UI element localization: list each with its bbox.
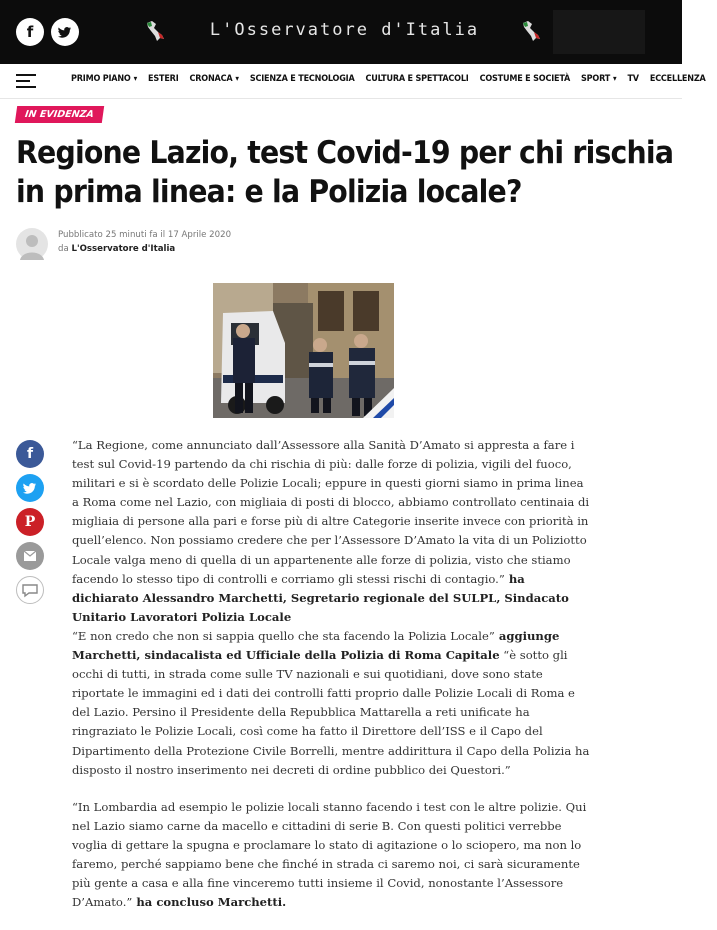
chevron-down-icon[interactable]: ▾ — [235, 74, 239, 83]
nav-item[interactable]: CRONACA — [189, 74, 233, 84]
user-icon — [16, 228, 48, 260]
paragraph-text: “E non credo che non si sappia quello che sta facendo la Polizia Locale” — [72, 628, 495, 643]
site-title: L'Osservatore d'Italia — [209, 20, 480, 40]
author-avatar[interactable] — [16, 228, 48, 260]
italy-map-icon — [142, 18, 168, 44]
nav-item[interactable]: ECCELLENZA — [649, 74, 706, 84]
nav-item[interactable]: COSTUME E SOCIETÀ — [479, 74, 571, 84]
category-badge[interactable]: IN EVIDENZA — [15, 106, 104, 123]
nav-menu — [71, 74, 717, 84]
article-paragraph — [72, 798, 590, 913]
twitter-icon[interactable] — [51, 18, 79, 46]
header-ad-slot — [553, 10, 645, 54]
italy-map-icon — [518, 18, 544, 44]
featured-image[interactable] — [213, 283, 394, 418]
article-body — [72, 436, 590, 930]
author-prefix: da — [58, 244, 69, 254]
email-icon — [16, 542, 44, 570]
comments-button[interactable] — [16, 576, 44, 604]
twitter-icon — [16, 474, 44, 502]
pinterest-icon: P — [24, 514, 36, 530]
share-pinterest-button[interactable] — [16, 508, 44, 536]
article-paragraph — [72, 436, 590, 780]
top-bar — [0, 0, 682, 64]
nav-item[interactable]: SPORT — [581, 74, 611, 84]
author-link[interactable]: L'Osservatore d'Italia — [71, 244, 176, 254]
paragraph-bold-text: aggiunge Marchetti, sindacalista ed Ufficiale della Polizia di Roma Capitale — [72, 628, 560, 663]
share-facebook-button[interactable] — [16, 440, 44, 468]
paragraph-bold-text: ha dichiarato Alessandro Marchetti, Segretario regionale del SULPL, Sindacato Unitario Lavoratori Polizia Locale — [72, 571, 569, 624]
nav-item[interactable]: ESTERI — [148, 74, 179, 84]
paragraph-text: “è sotto gli occhi di tutti, in strada come sulle TV nazionali e sui quotidiani, dove sono state riportate le immagini ed i dati dei controlli fatti proprio dalle Polizie Locali di Roma e del Lazio. Persino il Presidente della Repubblica Mattarella a reti unificate ha ringraziato le Polizie Locali, così come ha fatto il Direttore dell’ISS e il Capo del Dipartimento della Protezione Civile Borrelli, mentre addirittura il Capo della Polizia ha disposto il nostro inserimento nei decreti di ordine pubblico dei Questori.” — [72, 648, 590, 777]
chevron-down-icon[interactable]: ▾ — [133, 74, 138, 83]
publish-date: Pubblicato 25 minuti fa il 17 Aprile 2020 — [58, 230, 232, 240]
paragraph-text: “La Regione, come annunciato dall’Assessore alla Sanità D’Amato si appresta a fare i test sul Covid-19 partendo da chi rischia di più: dalle forze di polizia, vigili del fuoco, militari e si è scordato delle Polizie Locali; eppure in questi giorni siamo in prima linea a Roma come nel Lazio, con migliaia di posti di blocco, abbiamo controllato centinaia di migliaia di persone alla pari e forse più di altre Categorie inserite invece con priorità in quell’elenco. Non possiamo credere che per l’Assessore D’Amato la vita di un Poliziotto Locale valga meno di quella di un appartenente alle forze di polizia, visto che stiamo facendo lo stesso tipo di controlli e corriamo gli stessi rischi di contagio.” — [72, 438, 590, 586]
comment-icon — [17, 577, 43, 603]
nav-item[interactable]: TV — [627, 74, 639, 84]
site-logo[interactable] — [142, 16, 547, 48]
nav-item[interactable]: SCIENZA E TECNOLOGIA — [249, 74, 355, 84]
paragraph-bold-text: ha concluso Marchetti. — [132, 895, 287, 910]
menu-icon[interactable] — [16, 74, 36, 88]
nav-item[interactable]: PRIMO PIANO — [71, 74, 131, 84]
share-twitter-button[interactable] — [16, 474, 44, 502]
facebook-icon[interactable]: f — [16, 18, 44, 46]
paragraph-text: “In Lombardia ad esempio le polizie locali stanno facendo i test con le altre polizie. Qui nel Lazio siamo carne da macello e cittadini di serie B. Con questi politici verrebbe voglia di gettare la spugna e proclamare lo stato di agitazione o lo sciopero, ma non lo faremo, perché sappiamo bene che finché in strada ci saremo noi, ci sarà sicuramente più gente a casa e alla fine vinceremo tutti insieme il Covid, nonostante l’Assessore D’Amato.” — [72, 799, 587, 910]
chevron-down-icon[interactable]: ▾ — [613, 74, 617, 83]
author-line — [58, 244, 175, 254]
main-navigation — [0, 64, 706, 99]
nav-item[interactable]: CULTURA E SPETTACOLI — [365, 74, 469, 84]
article-title: Regione Lazio, test Covid-19 per chi rischia in prima linea: e la Polizia locale? — [16, 135, 674, 210]
share-email-button[interactable] — [16, 542, 44, 570]
facebook-icon: f — [26, 446, 34, 462]
